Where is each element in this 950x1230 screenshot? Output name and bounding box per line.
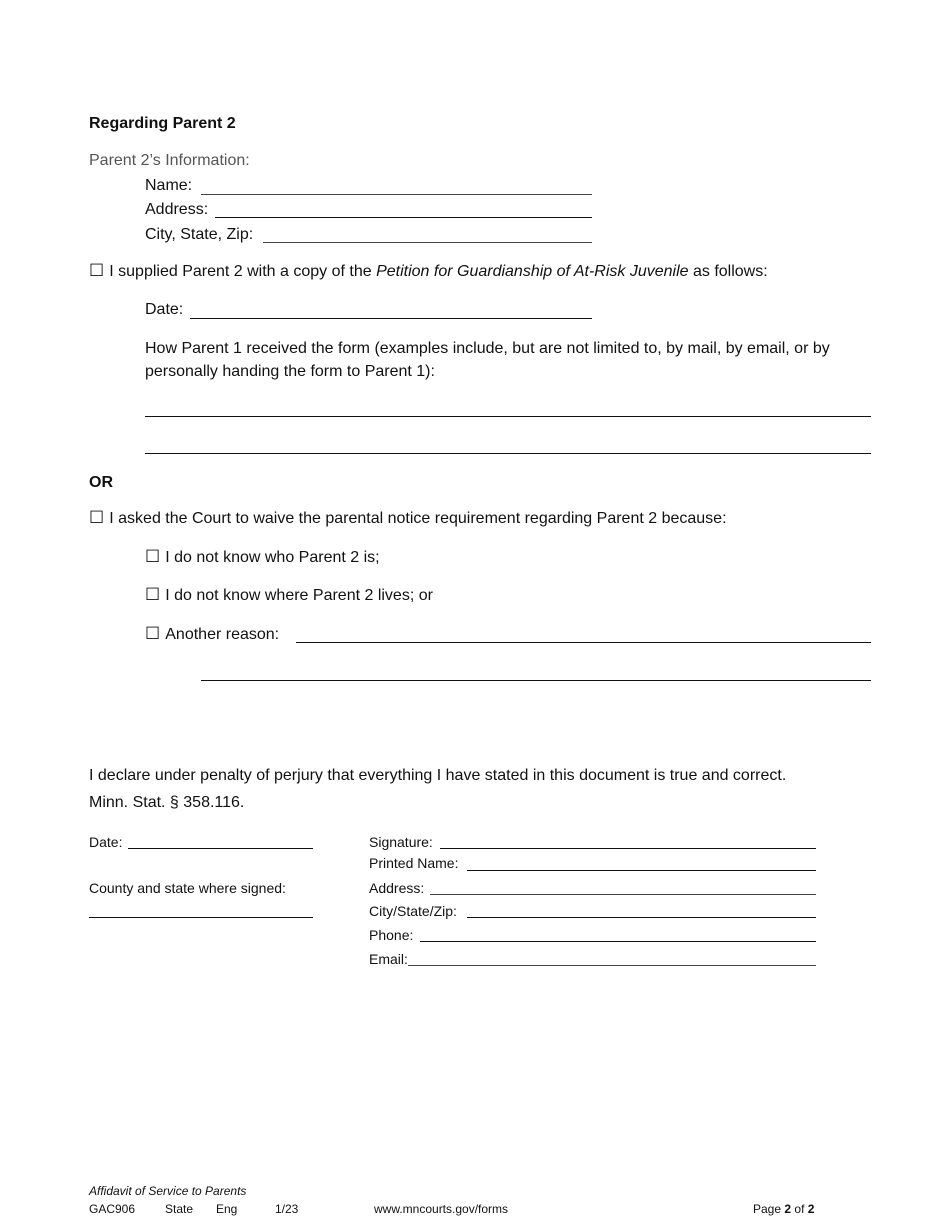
city-state-zip-label: City, State, Zip:	[145, 226, 254, 243]
service-date-field[interactable]	[190, 318, 592, 319]
email-field[interactable]	[408, 965, 816, 966]
how-received-line-1[interactable]	[145, 416, 871, 417]
signer-address-label: Address:	[369, 880, 425, 896]
name-label: Name:	[145, 177, 193, 194]
signer-city-field[interactable]	[467, 917, 816, 918]
waive-text: I asked the Court to waive the parental notice requirement regarding Parent 2 because:	[109, 510, 727, 527]
printed-name-field[interactable]	[467, 870, 816, 871]
footer-form-title: Affidavit of Service to Parents	[89, 1184, 247, 1198]
page-word: Page	[753, 1202, 782, 1216]
county-state-label: County and state where signed:	[89, 880, 286, 896]
sign-date-label: Date:	[89, 834, 123, 850]
footer-language: Eng	[216, 1202, 238, 1216]
unknown-identity-text: I do not know who Parent 2 is;	[165, 549, 380, 566]
reason-unknown-identity	[145, 548, 380, 567]
how-received-line-2[interactable]	[145, 453, 871, 454]
option-supplied	[89, 262, 768, 281]
other-reason-field-2[interactable]	[201, 680, 871, 681]
footer-jurisdiction: State	[165, 1202, 194, 1216]
signer-city-label: City/State/Zip:	[369, 903, 457, 919]
printed-name-label: Printed Name:	[369, 855, 459, 871]
email-label: Email:	[369, 951, 408, 967]
page-current: 2	[784, 1202, 792, 1216]
other-reason-field[interactable]	[296, 642, 871, 643]
name-field[interactable]	[201, 194, 592, 195]
footer-form-code: GAC906	[89, 1202, 136, 1216]
signature-field[interactable]	[440, 848, 816, 849]
address-field[interactable]	[215, 217, 592, 218]
parent-info-label: Parent 2’s Information:	[89, 152, 250, 169]
other-reason-checkbox[interactable]: ☐	[145, 624, 161, 643]
page-total: 2	[807, 1202, 815, 1216]
option-waive	[89, 509, 727, 528]
other-reason-text: Another reason:	[165, 626, 280, 643]
service-date-label: Date:	[145, 301, 184, 318]
city-state-zip-field[interactable]	[263, 242, 592, 243]
section-heading: Regarding Parent 2	[89, 115, 236, 132]
signer-address-field[interactable]	[430, 894, 816, 895]
phone-field[interactable]	[420, 941, 816, 942]
signature-label: Signature:	[369, 834, 433, 850]
page-of: of	[794, 1202, 805, 1216]
reason-other	[145, 625, 279, 644]
reason-unknown-location	[145, 586, 433, 605]
footer-page-number	[753, 1202, 814, 1216]
unknown-location-checkbox[interactable]: ☐	[145, 585, 161, 604]
petition-title: Petition for Guardianship of At-Risk Juvenile	[376, 263, 689, 280]
supplied-text-end: as follows:	[688, 263, 768, 280]
unknown-identity-checkbox[interactable]: ☐	[145, 547, 161, 566]
footer-website: www.mncourts.gov/forms	[374, 1202, 509, 1216]
or-label: OR	[89, 474, 113, 491]
sign-date-field[interactable]	[128, 848, 313, 849]
address-label: Address:	[145, 201, 209, 218]
how-received-text: How Parent 1 received the form (examples include, but are not limited to, by mail, by email, or by personally handing the form to Parent 1):	[145, 340, 830, 380]
unknown-location-text: I do not know where Parent 2 lives; or	[165, 587, 433, 604]
phone-label: Phone:	[369, 927, 414, 943]
supplied-text: I supplied Parent 2 with a copy of the	[109, 263, 377, 280]
county-state-field[interactable]	[89, 917, 313, 918]
declaration-text: I declare under penalty of perjury that everything I have stated in this document is true and correct.	[89, 767, 787, 784]
statute-citation: Minn. Stat. § 358.116.	[89, 794, 245, 811]
waive-checkbox[interactable]: ☐	[89, 508, 105, 527]
supplied-checkbox[interactable]: ☐	[89, 261, 105, 280]
footer-revision: 1/23	[275, 1202, 299, 1216]
